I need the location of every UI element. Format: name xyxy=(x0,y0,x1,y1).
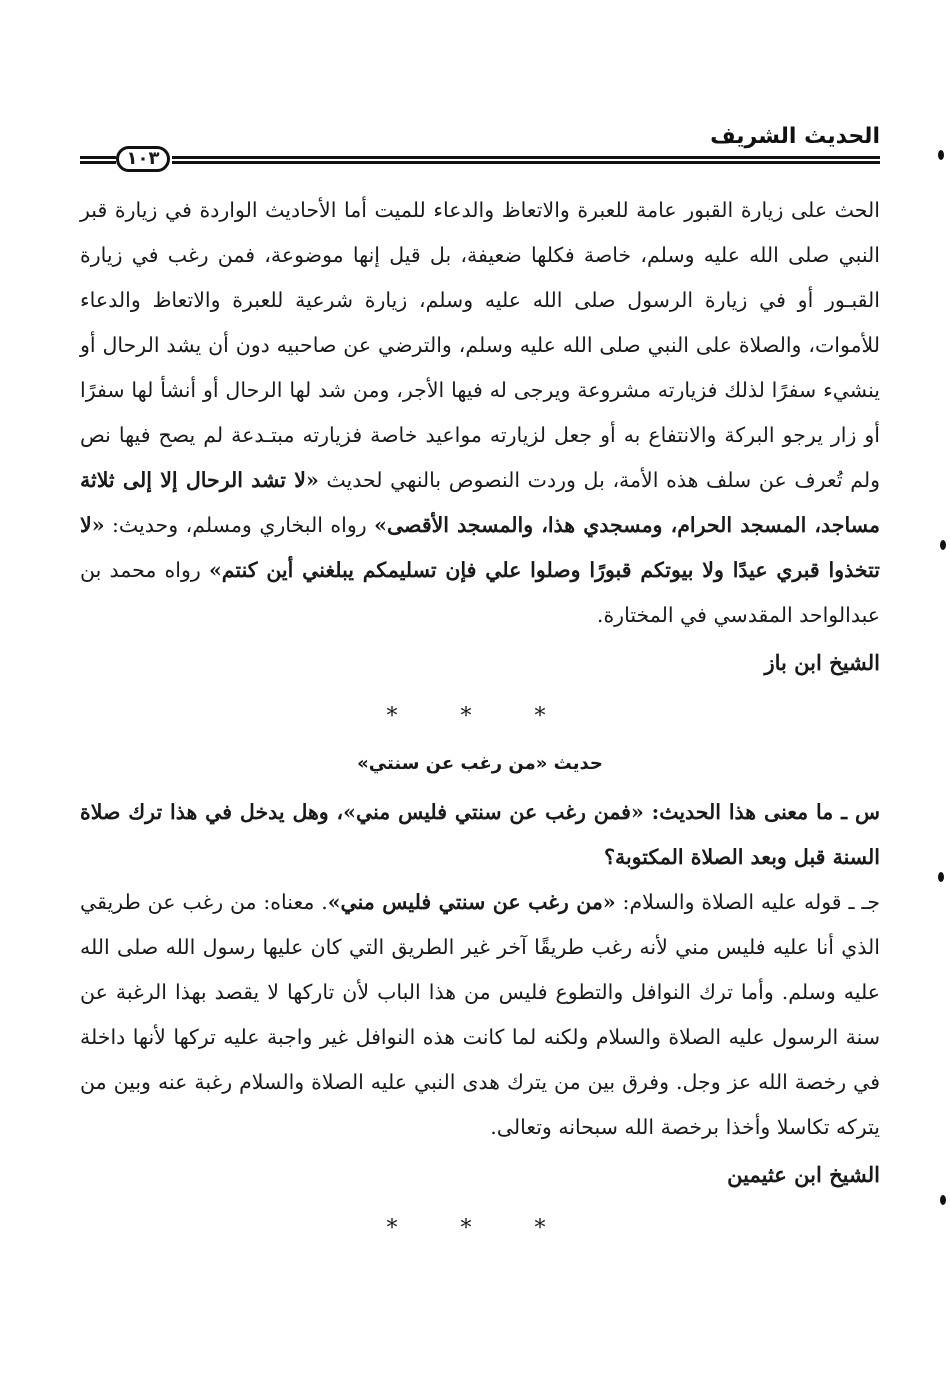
section-heading: حديث «من رغب عن سنتي» xyxy=(357,753,603,774)
answer-text: جـ ـ قوله عليه الصلاة والسلام: xyxy=(615,890,880,914)
page-content xyxy=(80,188,880,1258)
page-header xyxy=(80,118,880,178)
signature-ibn-baz: الشيخ ابن باز xyxy=(764,650,880,675)
signature-ibn-uthaymeen: الشيخ ابن عثيمين xyxy=(727,1162,880,1187)
paragraph-ziyara xyxy=(80,188,880,638)
hadith-quote: «لا تتخذوا قبري عيدًا ولا بيوتكم قبورًا وصلوا علي فإن تسليمكم يبلغني أين كنتم» xyxy=(80,513,881,582)
question-paragraph: س ـ ما معنى هذا الحديث: «فمن رغب عن سنتي فليس مني»، وهل يدخل في هذا ترك صلاة السنة قبل وبعد الصلاة المكتوبة؟ xyxy=(80,800,880,869)
header-rule-left xyxy=(80,156,116,164)
hadith-quote: «من رغب عن سنتي فليس مني» xyxy=(327,890,616,914)
margin-dot xyxy=(938,872,944,882)
margin-dot xyxy=(940,540,946,550)
separator-stars: * * * xyxy=(386,1216,574,1241)
paragraph-text: الحث على زيارة القبور عامة للعبرة والاتعاظ والدعاء للميت أما الأحاديث الواردة في زيارة قبر النبي صلى الله عليه وسلم، خاصة فكلها ضعيفة، بل قيل إنها موضوعة، فمن رغب في زيارة القبـور أو في زيارة الرسول صلى الله عليه وسلم، زيارة شرعية للعبرة والاتعاظ والدعاء للأموات، والصلاة على النبي صلى الله عليه وسلم، والترضي عن صاحبيه دون أن يشد الرحال أو ينشيء سفرًا لذلك فزيارته مشروعة ويرجى له فيها الأجر، ومن شد لها الرحال أو أنشأ لها سفرًا أو زار يرجو البركة والانتفاع به أو جعل لزيارته مواعيد خاصة فزيارته مبتـدعة لم يصح فيها نص ولم تُعرف عن سلف هذه الأمة، بل وردت النصوص بالنهي لحديث xyxy=(80,198,880,492)
paragraph-text: رواه البخاري ومسلم، وحديث: xyxy=(104,513,375,537)
answer-text: . معناه: من رغب عن طريقي الذي أنا عليه فليس مني لأنه رغب طريقًا آخر غير الطريق التي كان عليها رسول الله صلى الله عليه وسلم. وأما ترك النوافل والتطوع فليس من هذا الباب لأن تاركها لا يقصد بهذا الرغبة عن سنة الرسول عليه الصلاة والسلام ولكنه لما كانت هذه النوافل غير واجبة عليه تركها لأنها داخلة في رخصة الله عز وجل. وفرق بين من يترك هدى النبي عليه الصلاة والسلام رغبة عنه وبين من يتركه تكاسلا وأخذا برخصة الله سبحانه وتعالى. xyxy=(80,890,880,1139)
paragraph-text: رواه محمد بن عبدالواحد المقدسي في المختارة. xyxy=(80,558,880,627)
page-number: ١٠٣ xyxy=(116,146,170,172)
hadith-quote: «لا تشد الرحال إلا إلى ثلاثة مساجد، المسجد الحرام، ومسجدي هذا، والمسجد الأقصى» xyxy=(80,468,880,537)
running-title: الحديث الشريف xyxy=(710,124,880,149)
margin-dot xyxy=(938,150,944,160)
margin-dot xyxy=(940,1195,946,1205)
answer-paragraph xyxy=(80,880,880,1150)
header-rule xyxy=(172,156,880,164)
separator-stars: * * * xyxy=(386,704,574,729)
